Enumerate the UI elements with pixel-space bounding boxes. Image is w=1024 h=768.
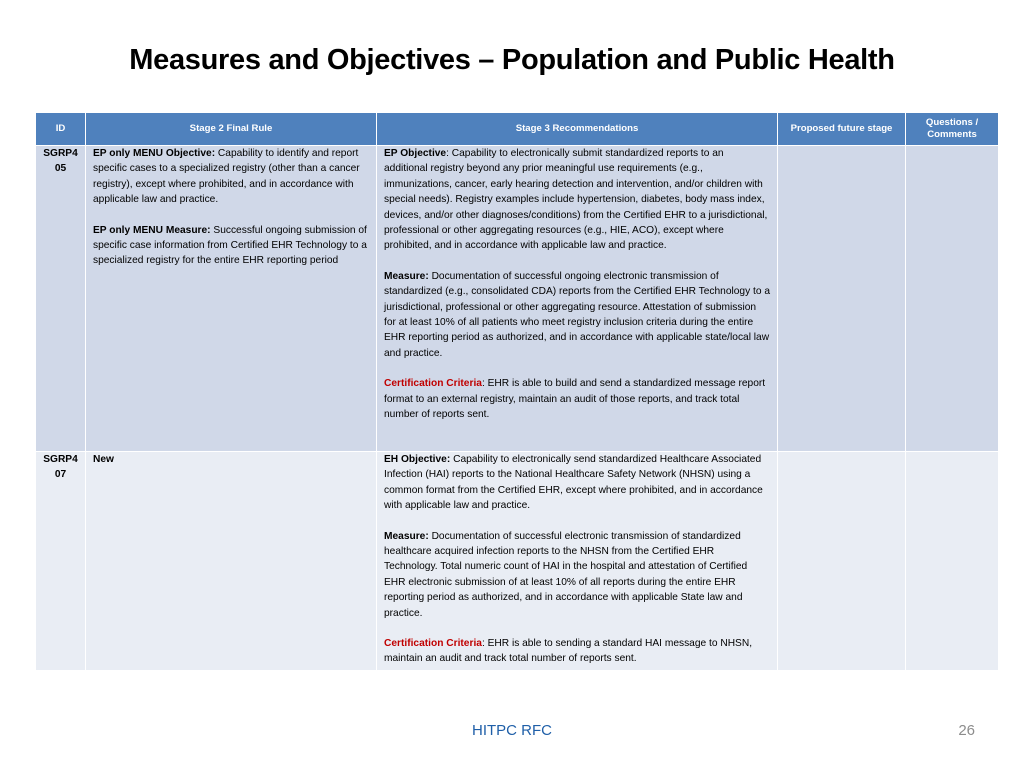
measure-label: Measure:: [384, 530, 429, 542]
comments-cell: [906, 146, 999, 452]
table-row: [36, 452, 999, 671]
objective-text: Capability to electronically send standardized Healthcare Associated Infection (HAI) reports to the National Healthcare Safety Network (NHSN) using a common format from the Certified EHR, except where prohibited, and in accordance with applicable law and practice.: [384, 454, 763, 512]
future-stage-cell: [778, 146, 906, 452]
objective-text: Capability to identify and report specific cases to a specialized registry (other than a cancer registry), except where prohibited, and in accordance with applicable law and practice.: [93, 148, 360, 206]
objective-text: : Capability to electronically submit standardized reports to an additional registry beyond any prior meaningful use requirements (e.g., immunizations, cancer, early hearing detection and intervention, and/or children with special needs). Registry examples include hypertension, diabetes, body mass index, devices, and/or other diagnoses/conditions) from the Certified EHR to a jurisdictional, professional or other aggregating resources (e.g., HIE, ACO), except where prohibited, and in accordance with applicable law and practice.: [384, 148, 768, 252]
criteria-label: Certification Criteria: [384, 638, 482, 650]
measure-text: Successful ongoing submission of specific case information from Certified EHR Technology to a specialized registry for the entire EHR reporting period: [93, 224, 367, 267]
objective-label: EP Objective: [384, 148, 447, 159]
stage3-objective: [384, 146, 770, 254]
slide-footer: HITPC RFC: [472, 722, 552, 739]
stage3-objective: [384, 452, 770, 514]
measure-text: Documentation of successful ongoing electronic transmission of standardized (e.g., consolidated CDA) reports from the Certified EHR Technology to a jurisdictional, professional or other aggregating resource. Attestation of submission for at least 10% of all patients who meet registry inclusion criteria during the entire EHR reporting period as authorized, and in accordance with applicable state/local law and practice.: [384, 270, 770, 359]
row-id: SGRP4 07: [36, 452, 86, 671]
stage2-objective: [93, 146, 369, 208]
measure-label: Measure:: [384, 270, 429, 282]
criteria-label: Certification Criteria: [384, 378, 482, 390]
header-stage2-final-rule: Stage 2 Final Rule: [86, 113, 377, 146]
stage2-cell: [86, 452, 377, 671]
header-proposed-future-stage: Proposed future stage: [778, 113, 906, 146]
table-row: [36, 146, 999, 452]
stage3-measure: [384, 269, 770, 361]
objective-label: EP only MENU Objective:: [93, 148, 216, 159]
header-stage3-recommendations: Stage 3 Recommendations: [377, 113, 778, 146]
row-id: SGRP4 05: [36, 146, 86, 452]
criteria-text: : EHR is able to sending a standard HAI message to NHSN, maintain an audit and track total number of reports sent.: [384, 638, 753, 665]
table-header-row: [36, 113, 999, 146]
future-stage-cell: [778, 452, 906, 671]
header-id: ID: [36, 113, 86, 146]
stage3-measure: [384, 529, 770, 621]
page-number: 26: [958, 722, 975, 739]
stage2-cell: [86, 146, 377, 452]
stage3-certification-criteria: [384, 376, 770, 422]
stage2-measure: [93, 223, 369, 269]
slide-title: Measures and Objectives – Population and Public Health: [129, 44, 895, 76]
stage3-certification-criteria: [384, 636, 770, 667]
criteria-text: : EHR is able to build and send a standardized message report format to an external registry, maintain an audit of those reports, and track total number of reports sent.: [384, 378, 766, 421]
recommendations-table: [35, 112, 999, 671]
stage3-cell: [377, 452, 778, 671]
measure-text: Documentation of successful electronic transmission of standardized healthcare acquired infection reports to the NHSN from the Certified EHR Technology. Total numeric count of HAI in the hospital and attestation of Certified EHR electronic submission of at least 10% of all reports during the entire EHR reporting period as authorized, and in accordance with applicable State law and practice.: [384, 530, 748, 619]
objective-label: EH Objective:: [384, 454, 451, 465]
stage3-cell: [377, 146, 778, 452]
comments-cell: [906, 452, 999, 671]
stage2-new-label: New: [93, 454, 114, 465]
measure-label: EP only MENU Measure:: [93, 224, 211, 236]
header-questions-comments: Questions / Comments: [906, 113, 999, 146]
